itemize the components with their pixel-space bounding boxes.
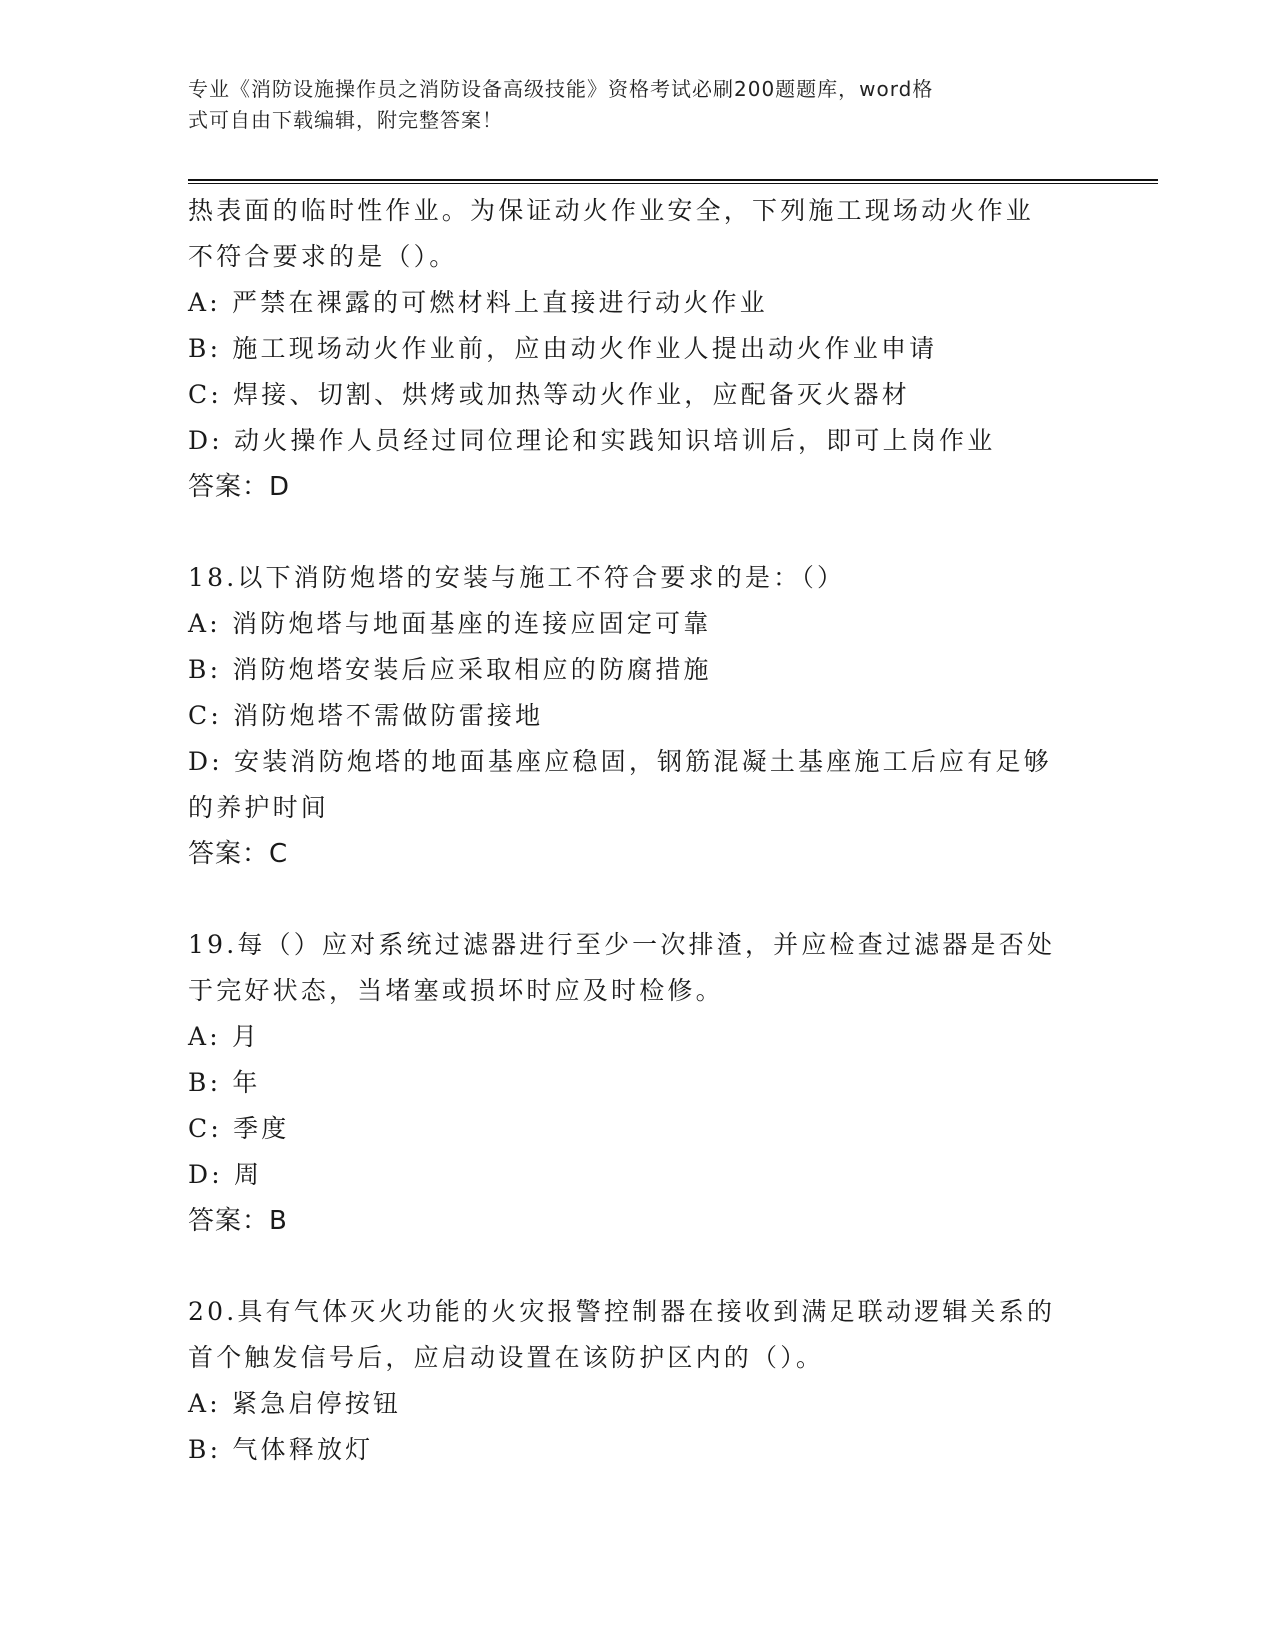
option-key: B: xyxy=(188,334,222,363)
option-text: 气体释放灯 xyxy=(232,1435,374,1464)
option-a xyxy=(188,1014,1088,1060)
question-19 xyxy=(188,922,1088,1244)
question-stem-line: 首个触发信号后，应启动设置在该防护区内的（）。 xyxy=(188,1343,825,1372)
option-c xyxy=(188,693,1088,739)
option-d xyxy=(188,1152,1088,1198)
option-key: A: xyxy=(188,288,221,317)
option-key: C: xyxy=(188,1114,222,1143)
option-text: 紧急启停按钮 xyxy=(232,1389,402,1418)
answer-line: 答案：B xyxy=(188,1206,288,1236)
header-line-1: 专业《消防设施操作员之消防设备高级技能》资格考试必刷200题题库，word格 xyxy=(188,77,934,101)
option-c xyxy=(188,1106,1088,1152)
option-d xyxy=(188,418,1088,464)
option-text: 月 xyxy=(232,1022,261,1051)
option-text: 消防炮塔不需做防雷接地 xyxy=(233,701,544,730)
option-b xyxy=(188,1427,1088,1473)
option-key: B: xyxy=(188,1068,222,1097)
option-text: 施工现场动火作业前，应由动火作业人提出动火作业申请 xyxy=(232,334,938,363)
option-text: 焊接、切割、烘烤或加热等动火作业，应配备灭火器材 xyxy=(233,380,910,409)
option-text: 消防炮塔安装后应采取相应的防腐措施 xyxy=(232,655,712,684)
question-stem-line: 于完好状态，当堵塞或损坏时应及时检修。 xyxy=(188,976,724,1005)
option-key: D: xyxy=(188,1160,223,1189)
option-text: 安装消防炮塔的地面基座应稳固，钢筋混凝土基座施工后应有足够 xyxy=(234,747,1052,776)
answer-line: 答案：D xyxy=(188,472,291,502)
option-text: 动火操作人员经过同位理论和实践知识培训后，即可上岗作业 xyxy=(234,426,996,455)
option-b xyxy=(188,647,1088,693)
option-d xyxy=(188,739,1088,785)
question-list xyxy=(188,188,1088,1473)
option-key: D: xyxy=(188,747,223,776)
option-b xyxy=(188,1060,1088,1106)
question-stem-line: 热表面的临时性作业。为保证动火作业安全，下列施工现场动火作业 xyxy=(188,196,1035,225)
option-key: A: xyxy=(188,609,221,638)
option-d-continuation: 的养护时间 xyxy=(188,793,330,822)
option-a xyxy=(188,601,1088,647)
option-text: 年 xyxy=(232,1068,261,1097)
question-stem-line: 不符合要求的是（）。 xyxy=(188,242,458,271)
question-stem-line: 20.具有气体灭火功能的火灾报警控制器在接收到满足联动逻辑关系的 xyxy=(188,1297,1056,1326)
option-key: A: xyxy=(188,1022,221,1051)
question-stem-line: 19.每（）应对系统过滤器进行至少一次排渣，并应检查过滤器是否处 xyxy=(188,930,1056,959)
option-key: A: xyxy=(188,1389,221,1418)
question-spacer xyxy=(188,510,1088,555)
option-text: 季度 xyxy=(233,1114,290,1143)
answer-line: 答案：C xyxy=(188,839,289,869)
option-a xyxy=(188,280,1088,326)
option-text: 严禁在裸露的可燃材料上直接进行动火作业 xyxy=(232,288,768,317)
header-line-2: 式可自由下载编辑，附完整答案！ xyxy=(188,108,503,132)
option-key: B: xyxy=(188,1435,222,1464)
option-key: C: xyxy=(188,701,222,730)
option-a xyxy=(188,1381,1088,1427)
question-stem-line: 18.以下消防炮塔的安装与施工不符合要求的是：（） xyxy=(188,563,846,592)
option-text: 周 xyxy=(234,1160,263,1189)
question-spacer xyxy=(188,1244,1088,1289)
page-header xyxy=(188,74,1068,136)
option-c xyxy=(188,372,1088,418)
question-20 xyxy=(188,1289,1088,1473)
question-18 xyxy=(188,555,1088,877)
option-key: C: xyxy=(188,380,222,409)
question-spacer xyxy=(188,877,1088,922)
question-17 xyxy=(188,188,1088,510)
option-text: 消防炮塔与地面基座的连接应固定可靠 xyxy=(232,609,712,638)
header-divider xyxy=(188,179,1158,184)
option-key: D: xyxy=(188,426,223,455)
option-b xyxy=(188,326,1088,372)
option-key: B: xyxy=(188,655,222,684)
